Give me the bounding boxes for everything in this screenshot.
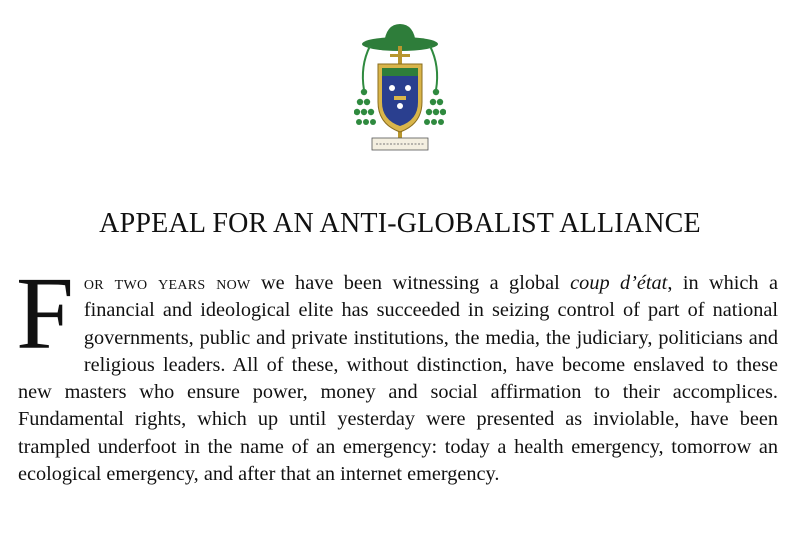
body-text-part-2: , in which a financial and ideological elite has succeeded in seizing control of part of national governments, public and private institutions, the media, the judiciary, politicians and religious leaders. All of these, without distinction, have become enslaved to these new masters who ensure power, money and social affirmation to their accomplices. Fundamental rights, which up until yesterday were presented as inviolable, have been trampled underfoot in the name of an emergency: today a health emergency, tomorrow an ecological emergency, and after that an internet emergency. (18, 272, 778, 486)
body-text-part-1: we have been witnessing a global (250, 272, 571, 294)
body-paragraph (16, 256, 778, 488)
drop-cap: F (16, 256, 74, 371)
document-title: APPEAL FOR AN ANTI-GLOBALIST ALLIANCE (99, 208, 701, 239)
coat-of-arms-icon (354, 16, 446, 160)
body-text-italic: coup d’état (570, 272, 668, 294)
lead-in-smallcaps: or two years now (83, 272, 251, 294)
